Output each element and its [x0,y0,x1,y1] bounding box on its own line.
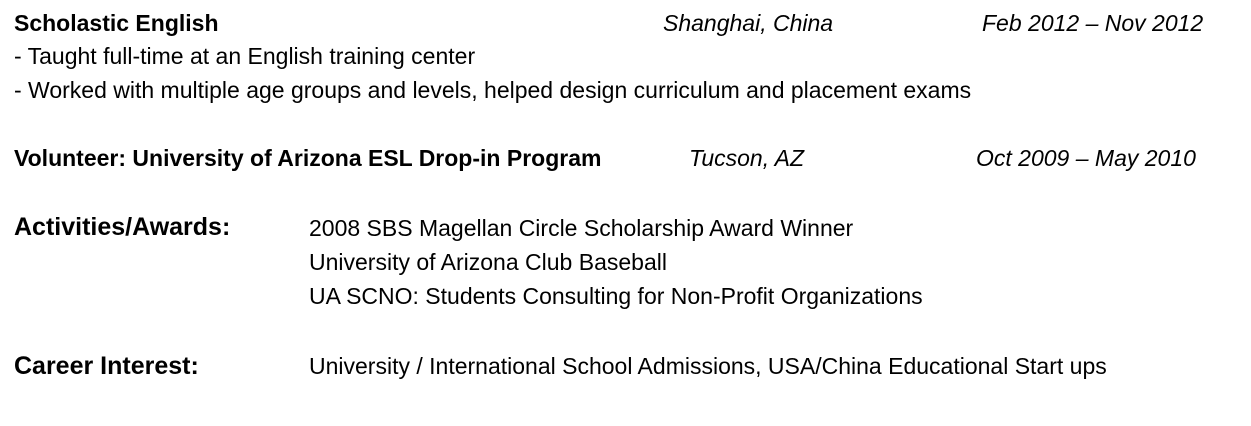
job-bullet: - Worked with multiple age groups and levels, helped design curriculum and placement exams [14,77,972,103]
job-location: Shanghai, China [663,10,834,36]
activity-item: 2008 SBS Magellan Circle Scholarship Award Winner [309,215,854,241]
job-title: Volunteer: University of Arizona ESL Drop-in Program [14,145,602,171]
activity-item: University of Arizona Club Baseball [309,249,667,275]
section-heading-activities: Activities/Awards: [14,213,231,241]
activity-item: UA SCNO: Students Consulting for Non-Profit Organizations [309,283,923,309]
career-interest-value: University / International School Admissions, USA/China Educational Start ups [309,353,1107,379]
section-heading-career: Career Interest: [14,352,199,380]
job-location: Tucson, AZ [689,145,805,171]
job-dates: Oct 2009 – May 2010 [976,145,1196,171]
job-bullet: - Taught full-time at an English training center [14,43,476,69]
job-dates: Feb 2012 – Nov 2012 [982,10,1204,36]
job-title: Scholastic English [14,10,219,36]
